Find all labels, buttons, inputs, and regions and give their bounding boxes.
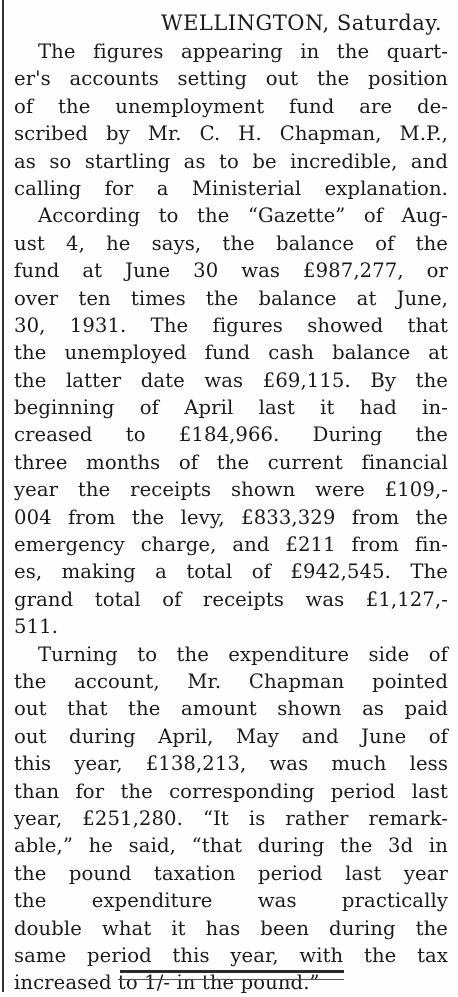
text-line: grand total of receipts was £1,127,- (14, 587, 448, 611)
text-line: the unemployed fund cash balance at (14, 341, 448, 365)
text-line: the pound taxation period last year (14, 861, 448, 885)
text-line: ust 4, he says, the balance of the (14, 231, 448, 255)
dateline: WELLINGTON, Saturday. (161, 11, 442, 35)
text-line: the expenditure was practically (14, 889, 448, 913)
text-line: es, making a total of £942,545. The (14, 560, 448, 584)
text-line: beginning of April last it had in- (14, 396, 448, 420)
article-end-rule (120, 970, 344, 980)
text-line: of the unemployment fund are de- (14, 94, 448, 118)
text-line: over ten times the balance at June, (14, 286, 448, 310)
text-line: out during April, May and June of (14, 724, 448, 748)
text-line: increased to 1/- in the pound.” (14, 971, 320, 995)
text-line: 30, 1931. The figures showed that (14, 313, 448, 337)
text-line: creased to £184,966. During the (14, 423, 448, 447)
text-line: three months of the current financial (14, 450, 448, 474)
column-rule (2, 0, 4, 992)
article-column (14, 8, 448, 997)
text-line: out that the amount shown as paid (14, 697, 448, 721)
text-line: calling for a Ministerial explanation. (14, 176, 448, 200)
text-line: able,” he said, “that during the 3d in (14, 834, 448, 858)
text-line: 004 from the levy, £833,329 from the (14, 505, 448, 529)
text-line: year the receipts shown were £109,- (14, 478, 448, 502)
text-line: emergency charge, and £211 from fin- (14, 533, 448, 557)
text-line: er's accounts setting out the position (14, 67, 448, 91)
text-line: as so startling as to be incredible, and (14, 149, 448, 173)
text-line: year, £251,280. “It is rather remark- (14, 806, 448, 830)
text-line: double what it has been during the (14, 916, 448, 940)
paragraph-3 (14, 641, 448, 997)
text-line: than for the corresponding period last (14, 779, 448, 803)
text-line: the account, Mr. Chapman pointed (14, 669, 448, 693)
paragraph-2 (14, 202, 448, 640)
text-line: According to the “Gazette” of Aug- (38, 204, 448, 228)
text-line: fund at June 30 was £987,277, or (14, 259, 448, 283)
text-line: 511. (14, 615, 59, 639)
text-line: Turning to the expenditure side of (38, 642, 448, 666)
text-line: The figures appearing in the quart- (38, 40, 448, 63)
text-line: this year, £138,213, was much less (14, 752, 448, 776)
text-line: the latter date was £69,115. By the (14, 368, 448, 392)
text-line: same period this year, with the tax (14, 943, 448, 967)
paragraph-1 (14, 38, 448, 202)
text-line: scribed by Mr. C. H. Chapman, M.P., (14, 122, 448, 146)
